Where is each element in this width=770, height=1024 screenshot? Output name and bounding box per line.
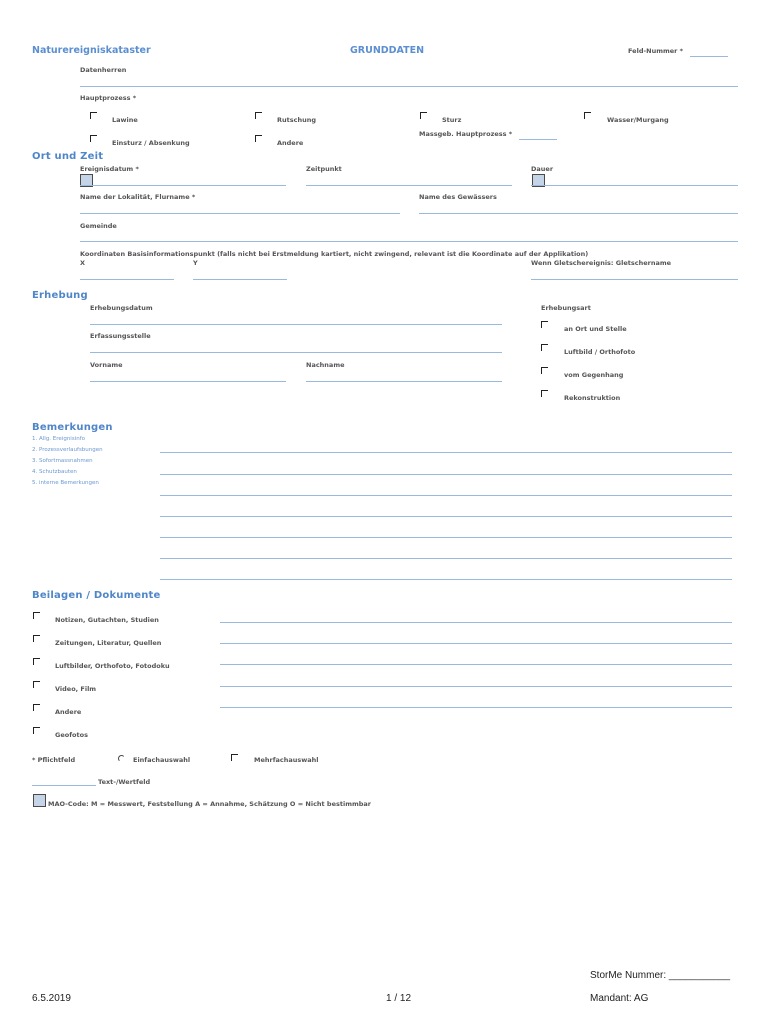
lokalitaet-field[interactable]: [80, 213, 400, 214]
rutschung-checkbox[interactable]: [255, 112, 262, 119]
nachname-field[interactable]: [306, 381, 502, 382]
zeitpunkt-field[interactable]: [306, 185, 512, 186]
x-label: X: [80, 259, 86, 267]
rekonstruktion-label: Rekonstruktion: [564, 394, 621, 402]
erhebungsdatum-label: Erhebungsdatum: [90, 304, 153, 312]
video-field[interactable]: [220, 686, 732, 687]
gletscher-field[interactable]: [531, 279, 738, 280]
erhebungsart-label: Erhebungsart: [541, 304, 591, 312]
luftbilder-field[interactable]: [220, 664, 732, 665]
bemerkung-line[interactable]: [160, 537, 732, 538]
gegenhang-label: vom Gegenhang: [564, 371, 624, 379]
erhebung-title: Erhebung: [32, 290, 88, 301]
andere-dok-label: Andere: [55, 708, 82, 716]
wasser-murgang-checkbox[interactable]: [584, 112, 591, 119]
gewaesser-field[interactable]: [419, 213, 738, 214]
bemerkung-line[interactable]: [160, 495, 732, 496]
y-field[interactable]: [193, 279, 287, 280]
bemerkung-item: 2. Prozessverlaufsbungen: [32, 447, 103, 453]
an-ort-label: an Ort und Stelle: [564, 325, 627, 333]
bemerkung-line[interactable]: [160, 579, 732, 580]
checkbox-icon: [231, 754, 238, 761]
dauer-label: Dauer: [531, 165, 554, 173]
lawine-label: Lawine: [112, 116, 138, 124]
ereignisdatum-label: Ereignisdatum *: [80, 165, 139, 173]
zeitungen-label: Zeitungen, Literatur, Quellen: [55, 639, 162, 647]
ereignisdatum-field[interactable]: [80, 185, 286, 186]
bemerkung-line[interactable]: [160, 558, 732, 559]
feld-nummer-field[interactable]: [690, 56, 728, 57]
vorname-field[interactable]: [90, 381, 286, 382]
bemerkung-item: 5. interne Bemerkungen: [32, 480, 99, 486]
luftbild-label: Luftbild / Orthofoto: [564, 348, 636, 356]
lokalitaet-label: Name der Lokalität, Flurname *: [80, 193, 196, 201]
bemerkung-line[interactable]: [160, 516, 732, 517]
mandant: Mandant: AG: [590, 993, 649, 1004]
bemerkung-item: 3. Sofortmassnahmen: [32, 458, 93, 464]
erhebungsdatum-field[interactable]: [90, 324, 502, 325]
beilagen-title: Beilagen / Dokumente: [32, 590, 161, 601]
video-checkbox[interactable]: [33, 681, 40, 688]
andere-dok-checkbox[interactable]: [33, 704, 40, 711]
radio-icon: [118, 755, 125, 762]
gletscher-label: Wenn Gletschereignis: Gletschername: [531, 259, 672, 267]
luftbilder-label: Luftbilder, Orthofoto, Fotodoku: [55, 662, 170, 670]
zeitpunkt-label: Zeitpunkt: [306, 165, 342, 173]
mao-box-icon: [33, 794, 46, 807]
geofotos-checkbox[interactable]: [33, 727, 40, 734]
dauer-field[interactable]: [531, 185, 738, 186]
mao-code-legend: MAO-Code: M = Messwert, Feststellung A = Annahme, Schätzung O = Nicht bestimmbar: [48, 800, 371, 808]
rekonstruktion-checkbox[interactable]: [541, 390, 548, 397]
zeitungen-checkbox[interactable]: [33, 635, 40, 642]
text-field-sample: [32, 785, 96, 786]
gemeinde-field[interactable]: [80, 241, 738, 242]
footer-date: 6.5.2019: [32, 993, 71, 1004]
zeitungen-field[interactable]: [220, 643, 732, 644]
notizen-field[interactable]: [220, 622, 732, 623]
vorname-label: Vorname: [90, 361, 123, 369]
datenherren-label: Datenherren: [80, 66, 127, 74]
y-label: Y: [193, 259, 198, 267]
page-heading: GRUNDDATEN: [350, 45, 425, 56]
einfachauswahl-legend: Einfachauswahl: [133, 756, 191, 764]
koordinaten-label: Koordinaten Basisinformationspunkt (falls nicht bei Erstmeldung kartiert, nicht zwingend, relevant ist die Koordinate auf der Applikation): [80, 250, 589, 258]
hauptprozess-label: Hauptprozess *: [80, 94, 137, 102]
luftbilder-checkbox[interactable]: [33, 658, 40, 665]
storme-nummer: StorMe Nummer: ___________: [590, 970, 731, 981]
erfassungsstelle-field[interactable]: [90, 352, 502, 353]
notizen-label: Notizen, Gutachten, Studien: [55, 616, 159, 624]
gegenhang-checkbox[interactable]: [541, 367, 548, 374]
bemerkung-line[interactable]: [160, 474, 732, 475]
andere-label: Andere: [277, 139, 304, 147]
x-field[interactable]: [80, 279, 174, 280]
rutschung-label: Rutschung: [277, 116, 316, 124]
nachname-label: Nachname: [306, 361, 345, 369]
pflichtfeld-legend: * Pflichtfeld: [32, 756, 76, 764]
luftbild-checkbox[interactable]: [541, 344, 548, 351]
notizen-checkbox[interactable]: [33, 612, 40, 619]
mehrfachauswahl-legend: Mehrfachauswahl: [254, 756, 319, 764]
bemerkung-item: 4. Schutzbauten: [32, 469, 77, 475]
bemerkung-item: 1. Allg. Ereignisinfo: [32, 436, 86, 442]
einsturz-label: Einsturz / Absenkung: [112, 139, 190, 147]
feld-nummer-label: Feld-Nummer *: [628, 47, 684, 55]
geofotos-label: Geofotos: [55, 731, 88, 739]
wasser-murgang-label: Wasser/Murgang: [607, 116, 669, 124]
sturz-checkbox[interactable]: [420, 112, 427, 119]
bemerkungen-title: Bemerkungen: [32, 422, 113, 433]
page-number: 1 / 12: [386, 993, 412, 1004]
andere-checkbox[interactable]: [255, 135, 262, 142]
video-label: Video, Film: [55, 685, 97, 693]
bemerkung-line[interactable]: [160, 452, 732, 453]
ort-und-zeit-title: Ort und Zeit: [32, 151, 104, 162]
massgeb-field[interactable]: [519, 139, 557, 140]
andere-dok-field[interactable]: [220, 707, 732, 708]
datenherren-field[interactable]: [80, 86, 738, 87]
erfassungsstelle-label: Erfassungsstelle: [90, 332, 151, 340]
form-title: Naturereigniskataster: [32, 45, 151, 56]
lawine-checkbox[interactable]: [90, 112, 97, 119]
gemeinde-label: Gemeinde: [80, 222, 117, 230]
massgeb-label: Massgeb. Hauptprozess *: [419, 130, 513, 138]
an-ort-checkbox[interactable]: [541, 321, 548, 328]
einsturz-checkbox[interactable]: [90, 135, 97, 142]
sturz-label: Sturz: [442, 116, 462, 124]
text-wertfeld-legend: Text-/Wertfeld: [98, 778, 151, 786]
gewaesser-label: Name des Gewässers: [419, 193, 497, 201]
